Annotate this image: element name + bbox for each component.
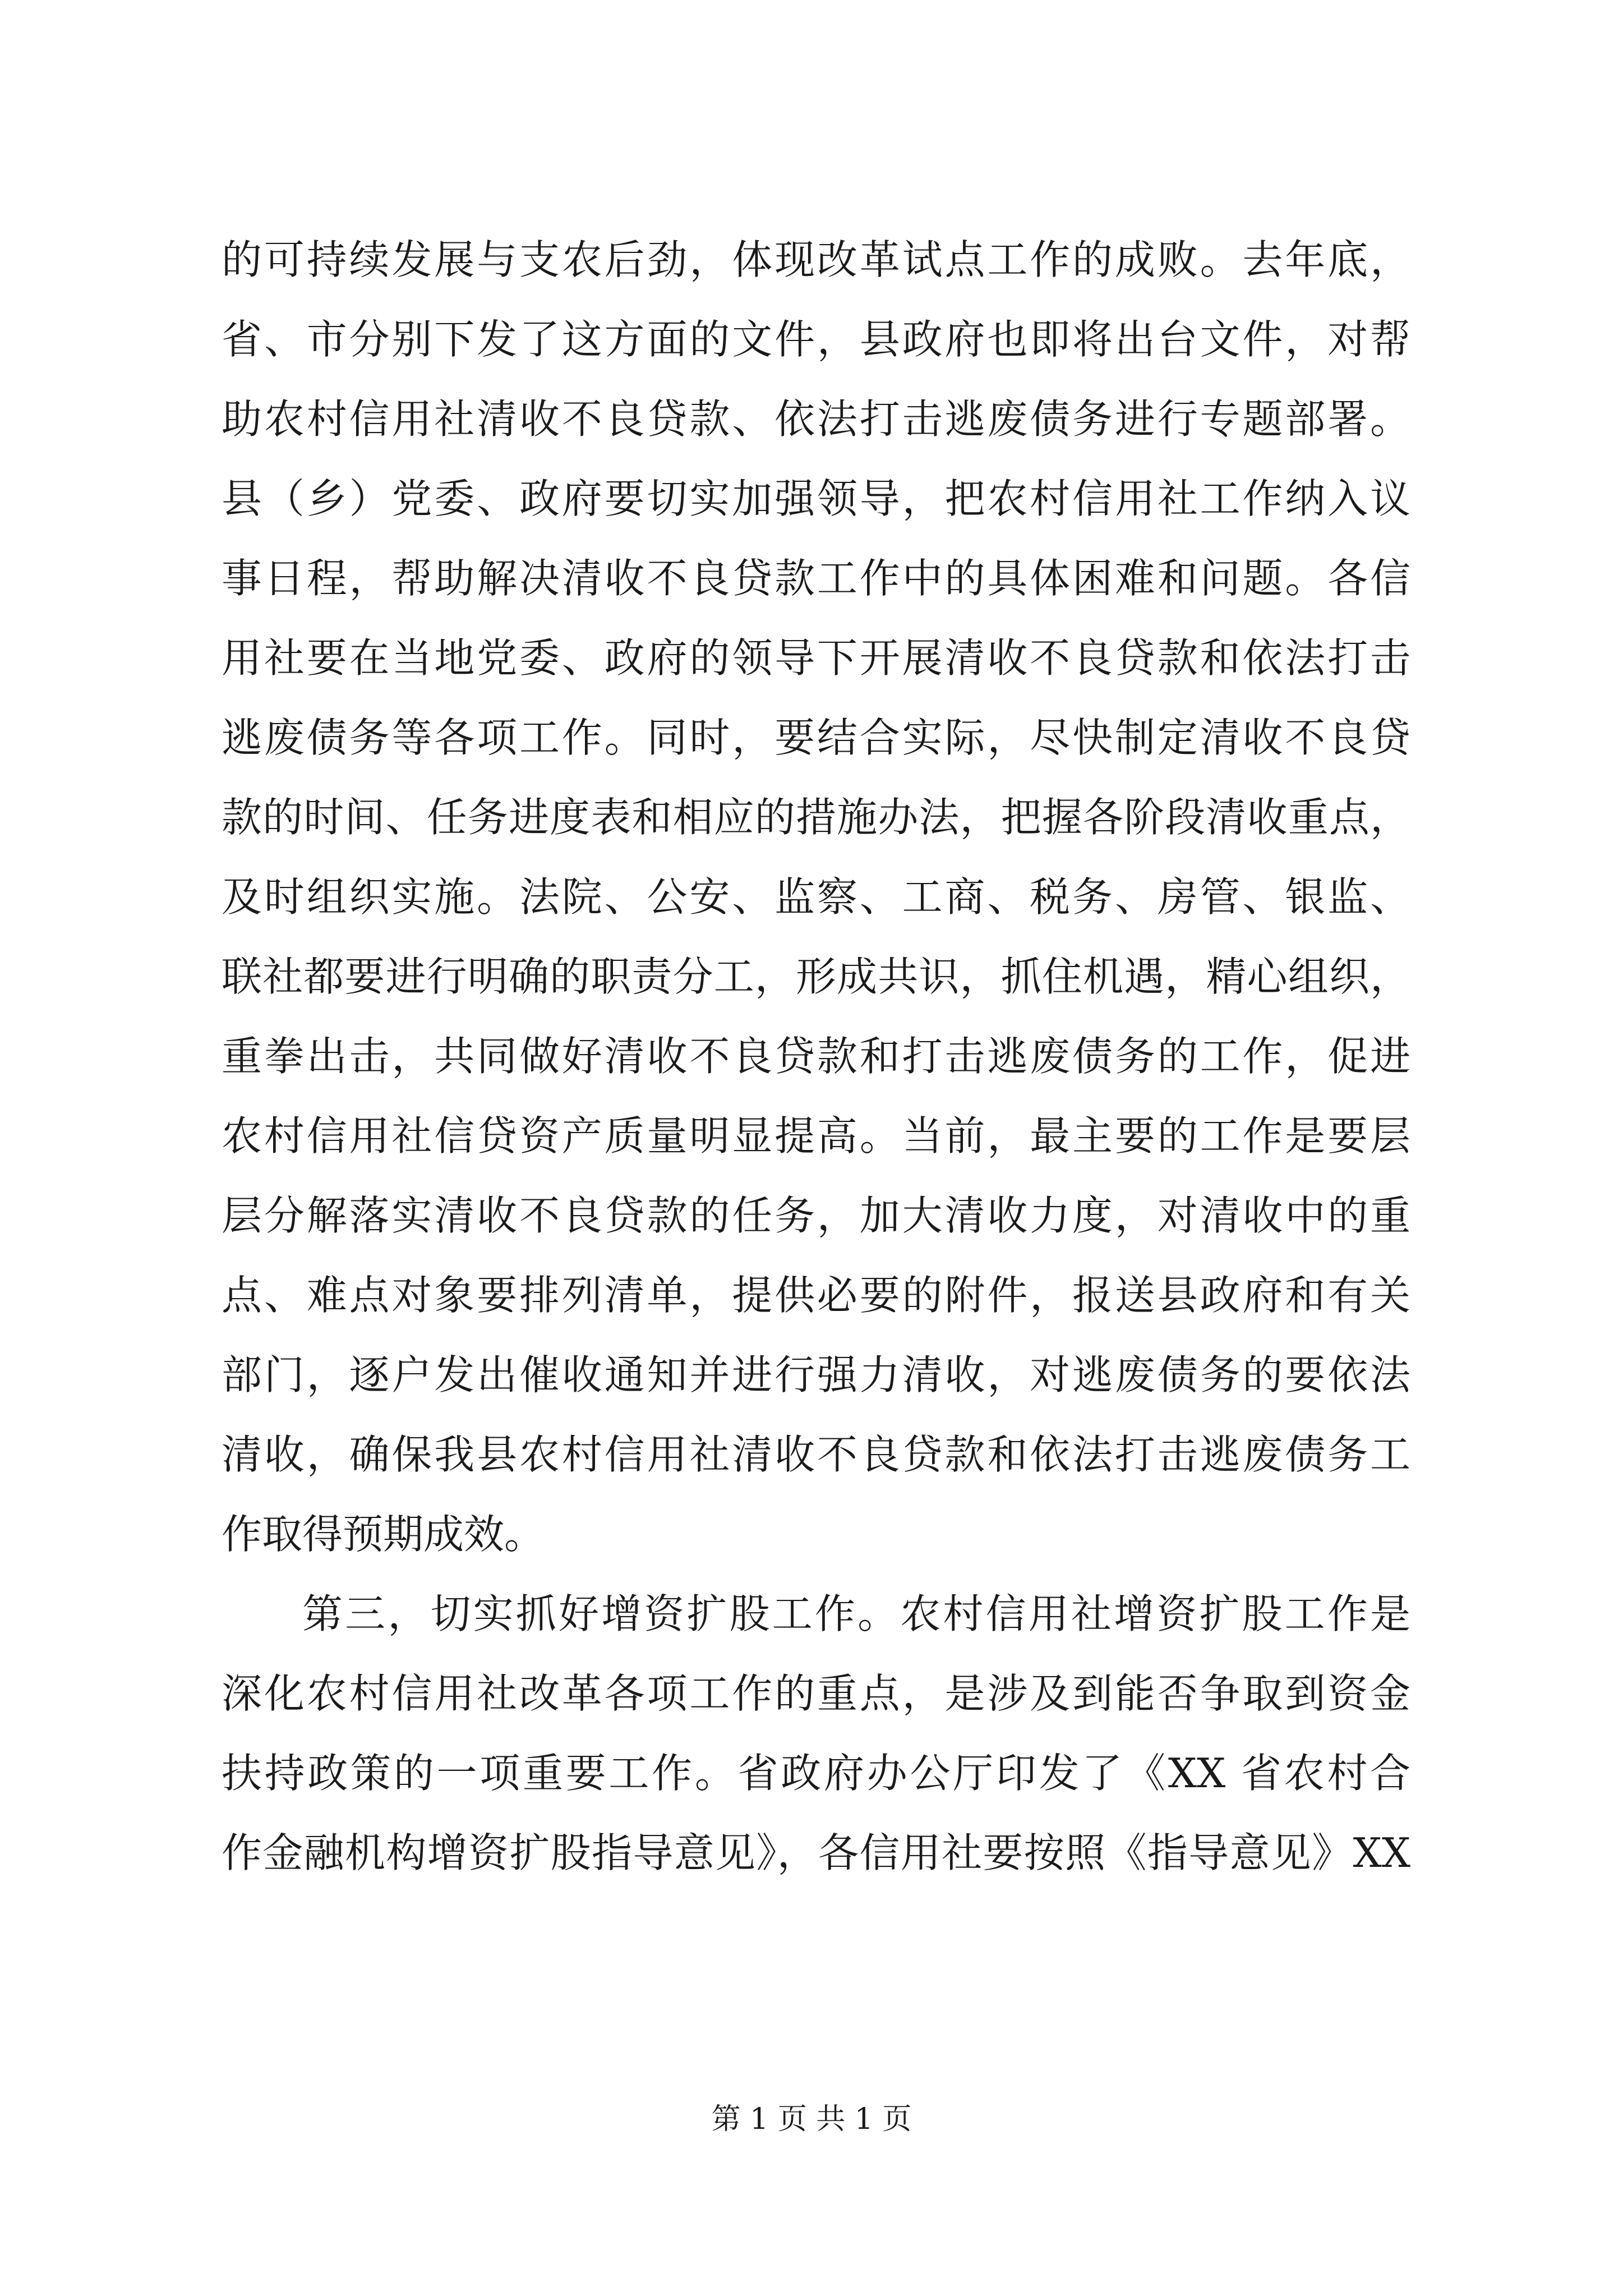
text-line: 深化农村信用社改革各项工作的重点，是涉及到能否争取到资金 <box>222 1670 1410 1717</box>
text-line: 逃废债务等各项工作。同时，要结合实际，尽快制定清收不良贷 <box>222 714 1410 761</box>
text-line: 助农村信用社清收不良贷款、依法打击逃废债务进行专题部署。 <box>222 395 1410 443</box>
paragraph-2 <box>222 1574 1410 1893</box>
text-line: 事日程，帮助解决清收不良贷款工作中的具体困难和问题。各信 <box>222 555 1410 602</box>
text-line: 及时组织实施。法院、公安、监察、工商、税务、房管、银监、 <box>222 873 1410 921</box>
text-line: 的可持续发展与支农后劲，体现改革试点工作的成败。去年底， <box>222 236 1410 283</box>
text-line: 联社都要进行明确的职责分工，形成共识，抓住机遇，精心组织， <box>222 953 1410 1000</box>
text-line: 县（乡）党委、政府要切实加强领导，把农村信用社工作纳入议 <box>222 475 1410 522</box>
page-footer: 第 1 页 共 1 页 <box>711 2102 912 2136</box>
text-line: 作金融机构增资扩股指导意见》，各信用社要按照《指导意见》XX <box>222 1829 1410 1876</box>
paragraph-1 <box>222 220 1410 1574</box>
text-line: 重拳出击，共同做好清收不良贷款和打击逃废债务的工作，促进 <box>222 1033 1410 1080</box>
text-line: 部门，逐户发出催收通知并进行强力清收，对逃废债务的要依法 <box>222 1351 1410 1398</box>
text-line: 第三，切实抓好增资扩股工作。农村信用社增资扩股工作是 <box>302 1590 1410 1637</box>
text-line: 清收，确保我县农村信用社清收不良贷款和依法打击逃废债务工 <box>222 1431 1410 1478</box>
text-line: 点、难点对象要排列清单，提供必要的附件，报送县政府和有关 <box>222 1272 1410 1319</box>
text-line: 层分解落实清收不良贷款的任务，加大清收力度，对清收中的重 <box>222 1192 1410 1239</box>
text-line: 省、市分别下发了这方面的文件，县政府也即将出台文件，对帮 <box>222 316 1410 363</box>
text-line: 扶持政策的一项重要工作。省政府办公厅印发了《XX 省农村合 <box>222 1750 1410 1797</box>
text-line: 款的时间、任务进度表和相应的措施办法，把握各阶段清收重点， <box>222 794 1410 841</box>
text-line: 用社要在当地党委、政府的领导下开展清收不良贷款和依法打击 <box>222 634 1410 682</box>
text-line: 作取得预期成效。 <box>222 1511 545 1558</box>
text-line: 农村信用社信贷资产质量明显提高。当前，最主要的工作是要层 <box>222 1112 1410 1159</box>
document-body <box>222 220 1410 1893</box>
